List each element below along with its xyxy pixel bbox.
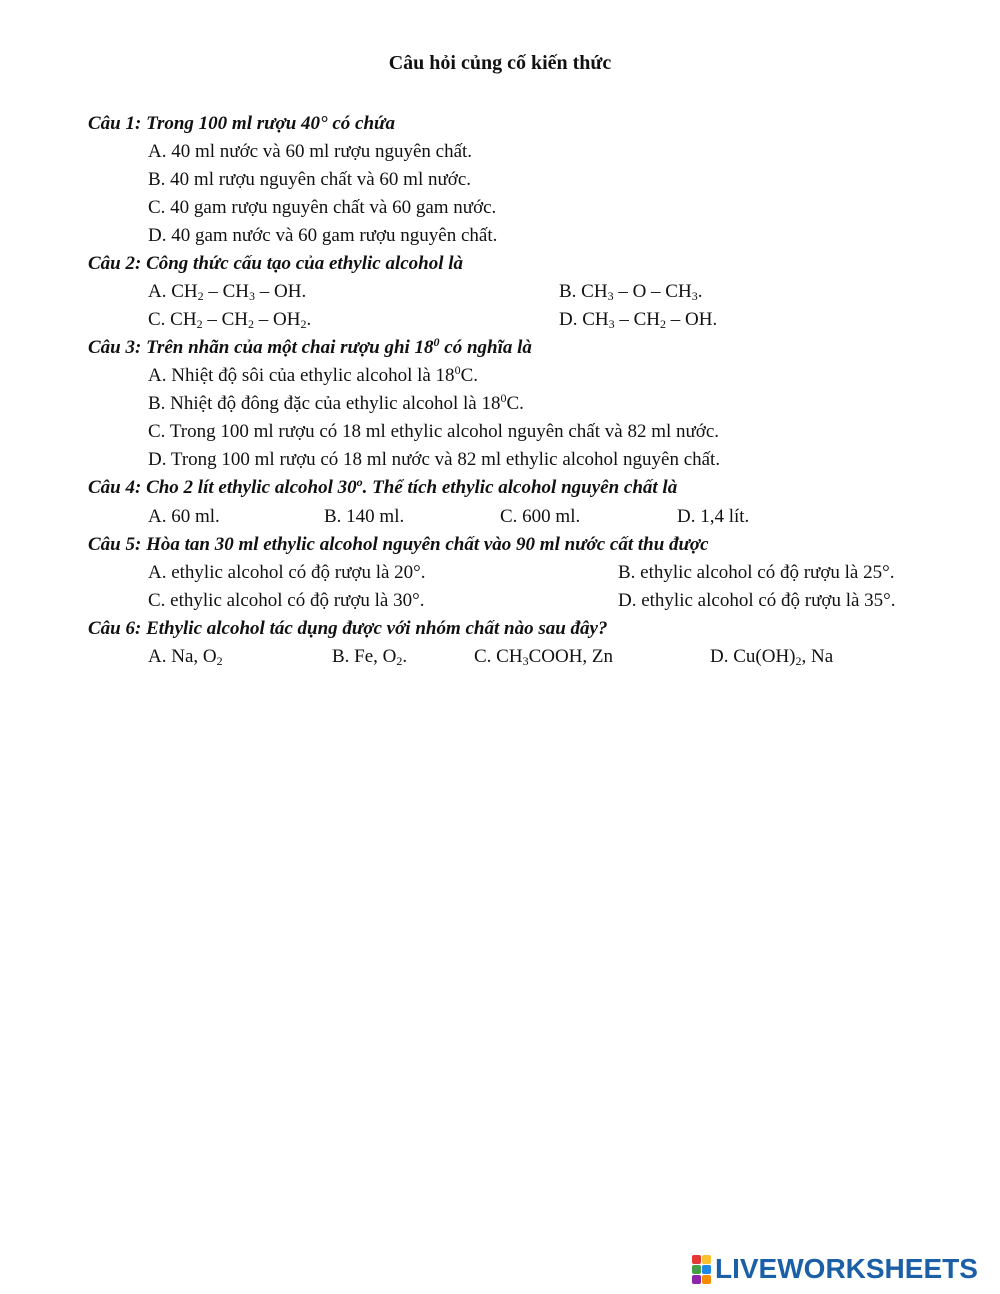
question-3-label: Câu 3: Trên nhãn của một chai rượu ghi $18^0$ có nghĩa là	[88, 335, 532, 358]
logo-block-icon	[692, 1265, 701, 1274]
question-2-option-d: D. $CH_3 - CH_2$ – OH.	[559, 309, 718, 331]
question-3-option-c: C. Trong 100 ml rượu có 18 ml ethylic alcohol nguyên chất và 82 ml nước.	[148, 421, 720, 442]
question-4-option-c: C. 600 ml.	[500, 506, 581, 527]
page-title: Câu hỏi củng cố kiến thức	[388, 52, 612, 74]
liveworksheets-logo-icon	[692, 1255, 711, 1284]
logo-block-icon	[702, 1255, 711, 1264]
question-4-label: Câu 4: Cho 2 lít ethylic alcohol 30$^o$. Thể tích ethylic alcohol nguyên chất là	[88, 475, 678, 498]
question-2-option-c: C. $CH_2 - CH_2 - OH_2$.	[148, 309, 312, 331]
question-1-option-a: A. 40 ml nước và 60 ml rượu nguyên chất.	[148, 141, 473, 162]
question-1-option-b: B. 40 ml rượu nguyên chất và 60 ml nước.	[148, 169, 471, 190]
question-1-option-c: C. 40 gam rượu nguyên chất và 60 gam nước.	[148, 197, 497, 218]
question-3-option-a: A. Nhiệt độ sôi của ethylic alcohol là $18^0C$.	[148, 363, 478, 386]
liveworksheets-logo[interactable]	[692, 1254, 978, 1284]
question-4-option-a: A. 60 ml.	[148, 506, 220, 527]
question-4-option-b: B. 140 ml.	[324, 506, 405, 527]
question-2-option-b: B. $CH_3$ – O – $CH_3$.	[559, 281, 703, 303]
logo-block-icon	[692, 1275, 701, 1284]
question-6-option-a: A. Na, $O_2$	[148, 646, 223, 668]
question-5-option-d: D. ethylic alcohol có độ rượu là 35°.	[618, 590, 896, 611]
question-6-label: Câu 6: Ethylic alcohol tác dụng được với nhóm chất nào sau đây?	[88, 618, 608, 639]
logo-block-icon	[692, 1255, 701, 1264]
question-1-option-d: D. 40 gam nước và 60 gam rượu nguyên chất.	[148, 225, 498, 246]
logo-block-icon	[702, 1275, 711, 1284]
question-5-option-b: B. ethylic alcohol có độ rượu là 25°.	[618, 562, 895, 583]
question-4-option-d: D. 1,4 lít.	[677, 506, 750, 527]
question-3-option-b: B. Nhiệt độ đông đặc của ethylic alcohol là $18^0C$.	[148, 391, 524, 414]
question-2-option-a: A. $CH_2 - CH_3$ – OH.	[148, 281, 307, 303]
logo-block-icon	[702, 1265, 711, 1274]
question-5-label: Câu 5: Hòa tan 30 ml ethylic alcohol nguyên chất vào 90 ml nước cất thu được	[88, 534, 709, 555]
question-3-option-d: D. Trong 100 ml rượu có 18 ml nước và 82 ml ethylic alcohol nguyên chất.	[148, 449, 721, 470]
question-5-option-c: C. ethylic alcohol có độ rượu là 30°.	[148, 590, 425, 611]
question-6-option-d: D. $Cu(OH)_2$, Na	[710, 646, 834, 668]
liveworksheets-logo-text: LIVEWORKSHEETS	[715, 1253, 978, 1284]
question-6-option-b: B. Fe, $O_2$.	[332, 646, 408, 668]
question-2-label: Câu 2: Công thức cấu tạo của ethylic alcohol là	[88, 253, 464, 274]
question-1-label: Câu 1: Trong 100 ml rượu 40° có chứa	[88, 113, 395, 134]
question-6-option-c: C. $CH_3COOH$, Zn	[474, 646, 614, 668]
question-5-option-a: A. ethylic alcohol có độ rượu là 20°.	[148, 562, 426, 583]
